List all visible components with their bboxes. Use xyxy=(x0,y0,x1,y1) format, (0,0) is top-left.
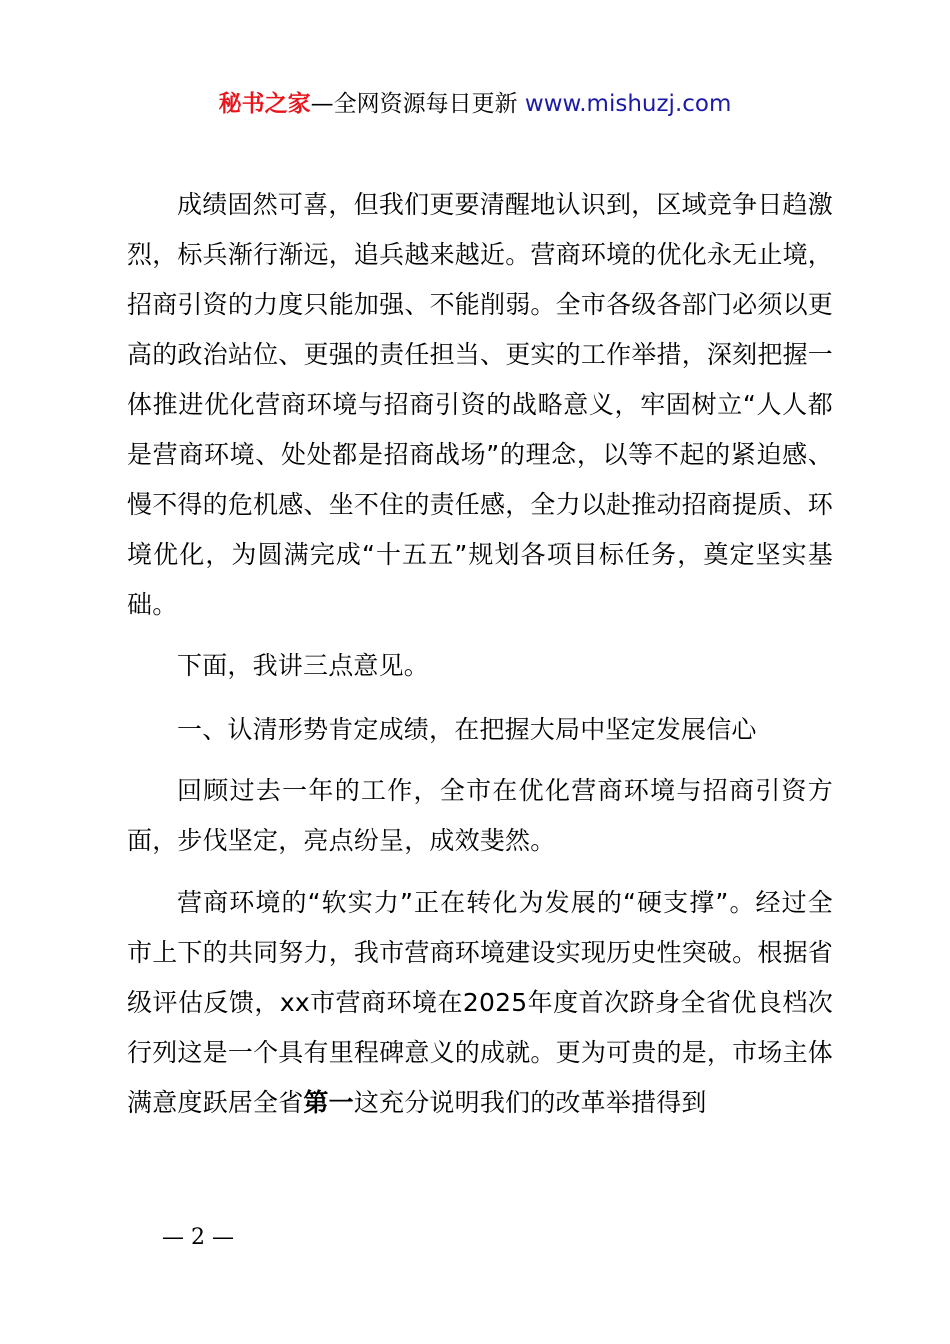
paragraph-text-after-bold: 这充分说明我们的改革举措得到 xyxy=(353,1088,707,1117)
paragraph-review-past-year: 回顾过去一年的工作，全市在优化营商环境与招商引资方面，步伐坚定，亮点纷呈，成效斐然。 xyxy=(127,776,833,855)
paragraph-achievements-warning: 成绩固然可喜，但我们更要清醒地认识到，区域竞争日趋激烈，标兵渐行渐远，追兵越来越近。营商环境的优化永无止境，招商引资的力度只能加强、不能削弱。全市各级各部门必须以更高的政治站位、更强的责任担当、更实的工作举措，深刻把握一体推进优化营商环境与招商引资的战略意义，牢固树立“人人都是营商环境、处处都是招商战场”的理念，以等不起的紧迫感、慢不得的危机感、坐不住的责任感，全力以赴推动招商提质、环境优化，为圆满完成“十五五”规划各项目标任务，奠定坚实基础。 xyxy=(127,190,833,619)
paragraph-text-before-bold: 营商环境的“软实力”正在转化为发展的“硬支撑”。经过全市上下的共同努力，我市营商环境建设实现历史性突破。根据省级评估反馈，xx市营商环境在2025年度首次跻身全省优良档次行列这是一个具有里程碑意义的成就。更为可贵的是，市场主体满意度跃居全省 xyxy=(127,888,833,1117)
bold-text-first: 第一 xyxy=(303,1088,354,1117)
section-heading-one: 一、认清形势肯定成绩，在把握大局中坚定发展信心 xyxy=(177,715,757,744)
header-tagline: —全网资源每日更新 xyxy=(310,91,525,117)
paragraph-three-points-intro: 下面，我讲三点意见。 xyxy=(177,651,430,680)
brand-name: 秘书之家 xyxy=(218,91,311,117)
page-number: — 2 — xyxy=(162,1225,234,1250)
page-header xyxy=(0,88,950,120)
website-url[interactable]: www.mishuzj.com xyxy=(524,91,732,117)
paragraph-business-environment xyxy=(127,878,833,1128)
